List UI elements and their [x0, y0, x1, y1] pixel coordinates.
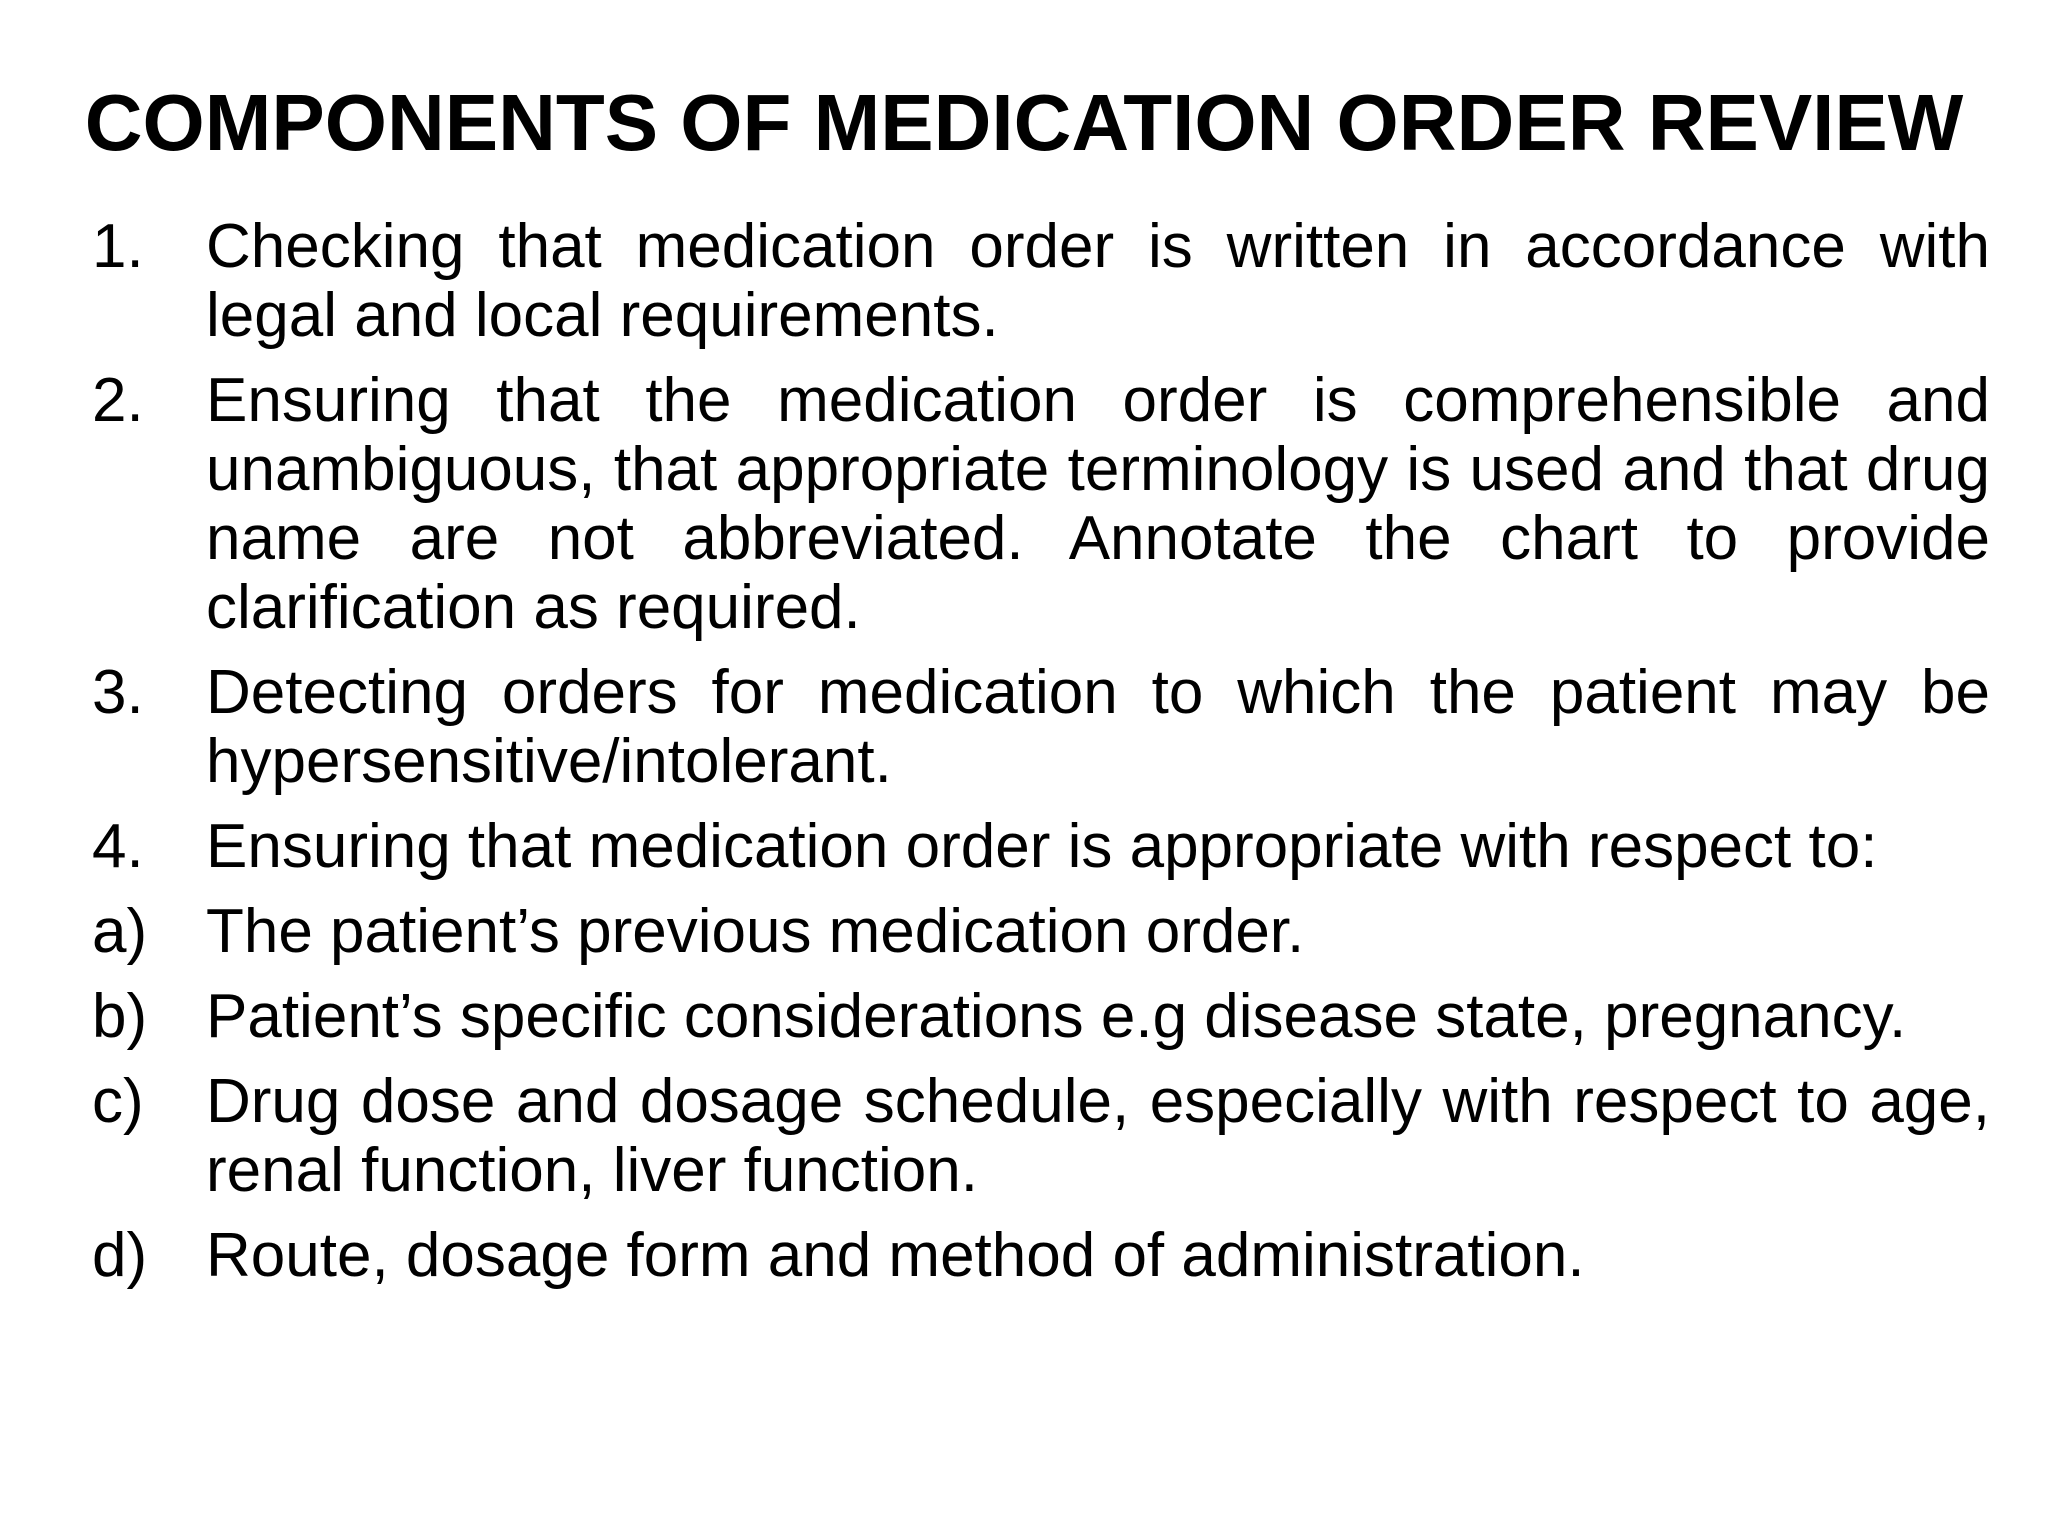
item-text: Detecting orders for medication to which the patient may be hypersensitive/intolerant.	[206, 658, 1990, 796]
item-text: Checking that medication order is written in accordance with legal and local requirements.	[206, 212, 1990, 350]
item-number: 1.	[92, 212, 144, 281]
item-letter: c)	[92, 1067, 144, 1136]
item-text: Drug dose and dosage schedule, especially with respect to age, renal function, liver function.	[206, 1067, 1990, 1205]
list-item	[92, 812, 1990, 881]
item-number: 2.	[92, 366, 144, 435]
slide-title: COMPONENTS OF MEDICATION ORDER REVIEW	[84, 78, 1964, 167]
list-item	[92, 1221, 1990, 1290]
item-number: 4.	[92, 812, 144, 881]
item-letter: b)	[92, 982, 148, 1051]
item-text: Ensuring that the medication order is comprehensible and unambiguous, that appropriate terminology is used and that drug name are not abbreviated. Annotate the chart to provide clarification as required.	[206, 366, 1990, 642]
list-item	[92, 897, 1990, 966]
item-letter: a)	[92, 897, 148, 966]
list-item	[92, 658, 1990, 796]
item-text: Route, dosage form and method of administration.	[206, 1221, 1585, 1290]
list-item	[92, 982, 1990, 1051]
list-item	[92, 1067, 1990, 1205]
item-number: 3.	[92, 658, 144, 727]
review-components-list	[92, 212, 1990, 1306]
item-text: The patient’s previous medication order.	[206, 897, 1305, 966]
item-letter: d)	[92, 1221, 148, 1290]
item-text: Patient’s specific considerations e.g disease state, pregnancy.	[206, 982, 1907, 1051]
item-text: Ensuring that medication order is appropriate with respect to:	[206, 812, 1878, 881]
list-item	[92, 212, 1990, 350]
list-item	[92, 366, 1990, 642]
